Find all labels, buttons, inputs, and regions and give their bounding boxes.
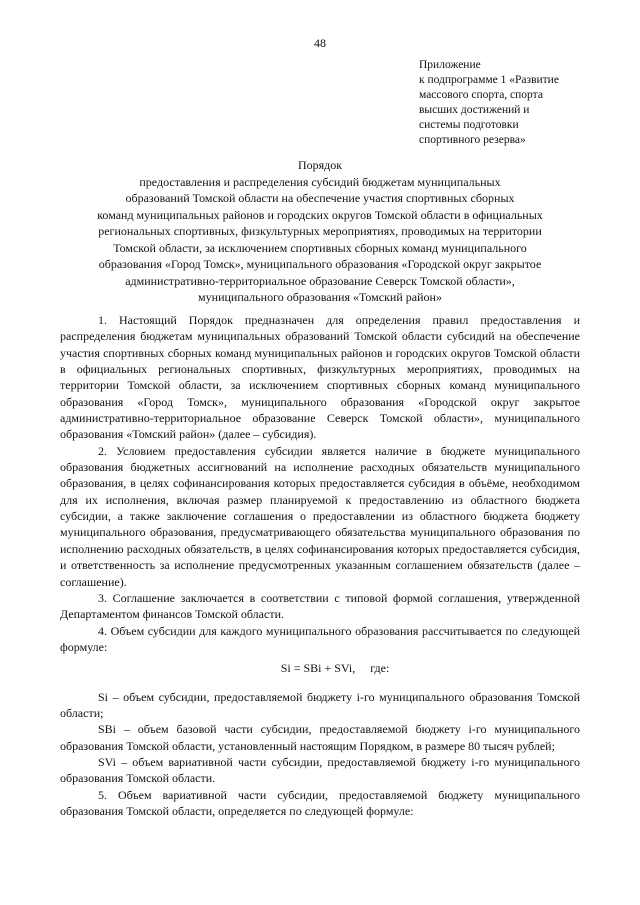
page-number: 48 [314, 36, 326, 50]
definition-svi: SVi – объем вариативной части субсидии, предоставляемой бюджету i-го муниципального образования Томской области. [60, 754, 580, 786]
document-body [60, 312, 580, 819]
title-line: Томской области, за исключением спортивных сборных команд муниципального [113, 240, 527, 255]
paragraph-2: 2. Условием предоставления субсидии является наличие в бюджете муниципального образования бюджетных ассигнований на исполнение расходных обязательств муниципального образования, в целях софинансирования которых предоставляется субсидия в объёме, необходимом для их исполнения, включая размер планируемой к предоставлению из областного бюджета субсидии, а также заключение соглашения о предоставлении из областного бюджета бюджету муниципального образования, предусматривающего обязательства муниципального образования по исполнению расходных обязательств, в целях софинансирования которых предоставляется субсидия, и ответственность за исполнение предусмотренных указанным соглашением обязательств (далее – соглашение). [60, 443, 580, 589]
formula-expression: Si = SBi + SVi, [280, 661, 356, 676]
title-line: команд муниципальных районов и городских округов Томской области в официальных [97, 207, 543, 222]
title-line: образования «Город Томск», муниципального образования «Городской округ закрытое [98, 257, 542, 271]
title-line: Порядок [297, 158, 343, 172]
title-line: региональных спортивных, физкультурных мероприятиях, проводимых на территории [98, 224, 542, 238]
formula-subsidy [60, 660, 580, 676]
definition-si: Si – объем субсидии, предоставляемой бюджету i-го муниципального образования Томской области; [60, 689, 580, 720]
paragraph-5: 5. Объем вариативной части субсидии, предоставляемой бюджету муниципального образования Томской области, определяется по следующей формуле: [60, 787, 580, 818]
document-title [60, 157, 580, 306]
paragraph-3: 3. Соглашение заключается в соответствии с типовой формой соглашения, утвержденной Департаментом финансов Томской области. [60, 590, 580, 622]
appendix-line: Приложение [419, 59, 481, 71]
title-line: предоставления и распределения субсидий бюджетам муниципальных [139, 174, 501, 189]
appendix-line: к подпрограмме 1 «Развитие [419, 74, 559, 86]
title-line: административно-территориальное образование Северск Томской области», [125, 273, 515, 288]
paragraph-1: 1. Настоящий Порядок предназначен для определения правил предоставления и распределения бюджетам муниципальных образований Томской области субсидий на обеспечение участия спортивных сборных команд муниципальных районов и городских округов Томской области в официальных региональных спортивных, физкультурных мероприятиях, проводимых на территории Томской области, за исключением спортивных сборных команд муниципального образования «Город Томск», муниципального образования «Городской округ закрытое административно-территориальное образование Северск Томской области», муниципального образования «Томский район» (далее – субсидия). [60, 313, 580, 442]
appendix-line: системы подготовки [419, 119, 519, 131]
paragraph-4: 4. Объем субсидии для каждого муниципального образования рассчитывается по следующей формуле: [60, 623, 580, 654]
definition-sbi: SBi – объем базовой части субсидии, предоставляемой бюджету i-го муниципального образования Томской области, установленный настоящим Порядком, в размере 80 тысяч рублей; [60, 722, 580, 753]
appendix-line: спортивного резерва» [419, 134, 526, 146]
appendix-line: массового спорта, спорта [419, 89, 543, 101]
formula-where: где: [370, 661, 390, 676]
title-line: муниципального образования «Томский район» [198, 290, 442, 304]
appendix-line: высших достижений и [419, 104, 530, 116]
appendix-note [419, 58, 619, 148]
title-line: образований Томской области на обеспечение участия спортивных сборных [125, 191, 515, 205]
